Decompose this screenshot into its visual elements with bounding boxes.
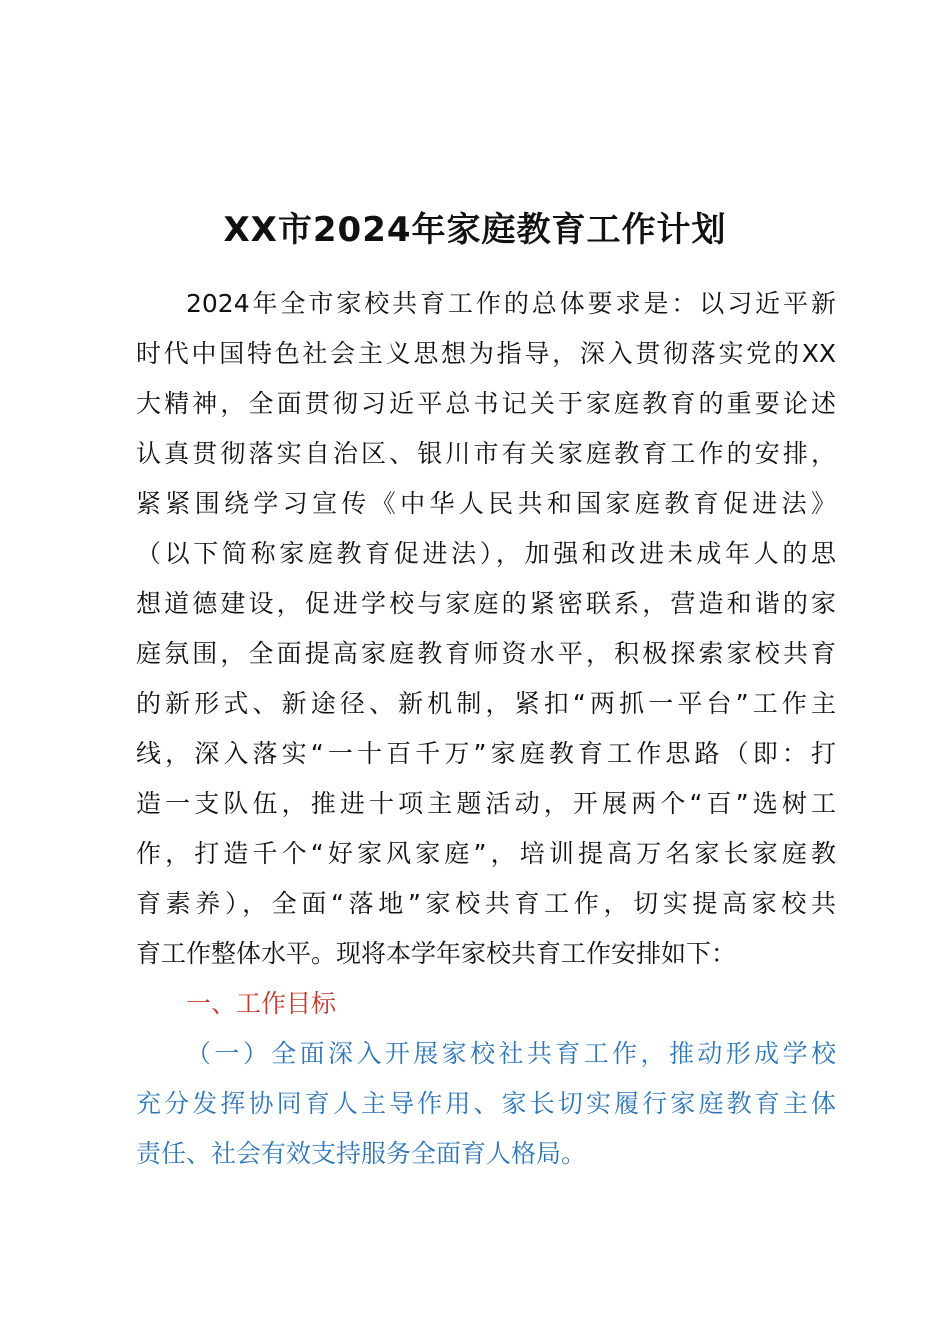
paragraph-line: 想道德建设，促进学校与家庭的紧密联系，营造和谐的家 bbox=[136, 589, 836, 618]
paragraph-line: 作，打造千个“好家风家庭”，培训提高万名家长家庭教 bbox=[136, 839, 836, 868]
paragraph-line: 2024年全市家校共育工作的总体要求是：以习近平新 bbox=[186, 289, 836, 318]
paragraph-line: 认真贯彻落实自治区、银川市有关家庭教育工作的安排， bbox=[136, 439, 836, 468]
section-heading: 一、工作目标 bbox=[186, 989, 337, 1018]
subsection-line: 责任、社会有效支持服务全面育人格局。 bbox=[136, 1139, 587, 1168]
paragraph-line: 紧紧围绕学习宣传《中华人民共和国家庭教育促进法》 bbox=[136, 489, 836, 518]
paragraph-line: 造一支队伍，推进十项主题活动，开展两个“百”选树工 bbox=[136, 789, 836, 818]
paragraph-line: 的新形式、新途径、新机制，紧扣“两抓一平台”工作主 bbox=[136, 689, 836, 718]
subsection-line: 充分发挥协同育人主导作用、家长切实履行家庭教育主体 bbox=[136, 1089, 836, 1118]
subsection-line: （一）全面深入开展家校社共育工作，推动形成学校 bbox=[186, 1039, 836, 1068]
document-title: XX市2024年家庭教育工作计划 bbox=[223, 210, 727, 250]
paragraph-line: 庭氛围，全面提高家庭教育师资水平，积极探索家校共育 bbox=[136, 639, 836, 668]
paragraph-line: 线，深入落实“一十百千万”家庭教育工作思路（即：打 bbox=[136, 739, 836, 768]
paragraph-line: 大精神，全面贯彻习近平总书记关于家庭教育的重要论述 bbox=[136, 389, 836, 418]
paragraph-line: （以下简称家庭教育促进法），加强和改进未成年人的思 bbox=[136, 539, 836, 568]
paragraph-line: 时代中国特色社会主义思想为指导，深入贯彻落实党的XX bbox=[136, 339, 836, 368]
paragraph-line: 育素养），全面“落地”家校共育工作，切实提高家校共 bbox=[136, 889, 836, 918]
paragraph-line: 育工作整体水平。现将本学年家校共育工作安排如下： bbox=[136, 939, 737, 968]
